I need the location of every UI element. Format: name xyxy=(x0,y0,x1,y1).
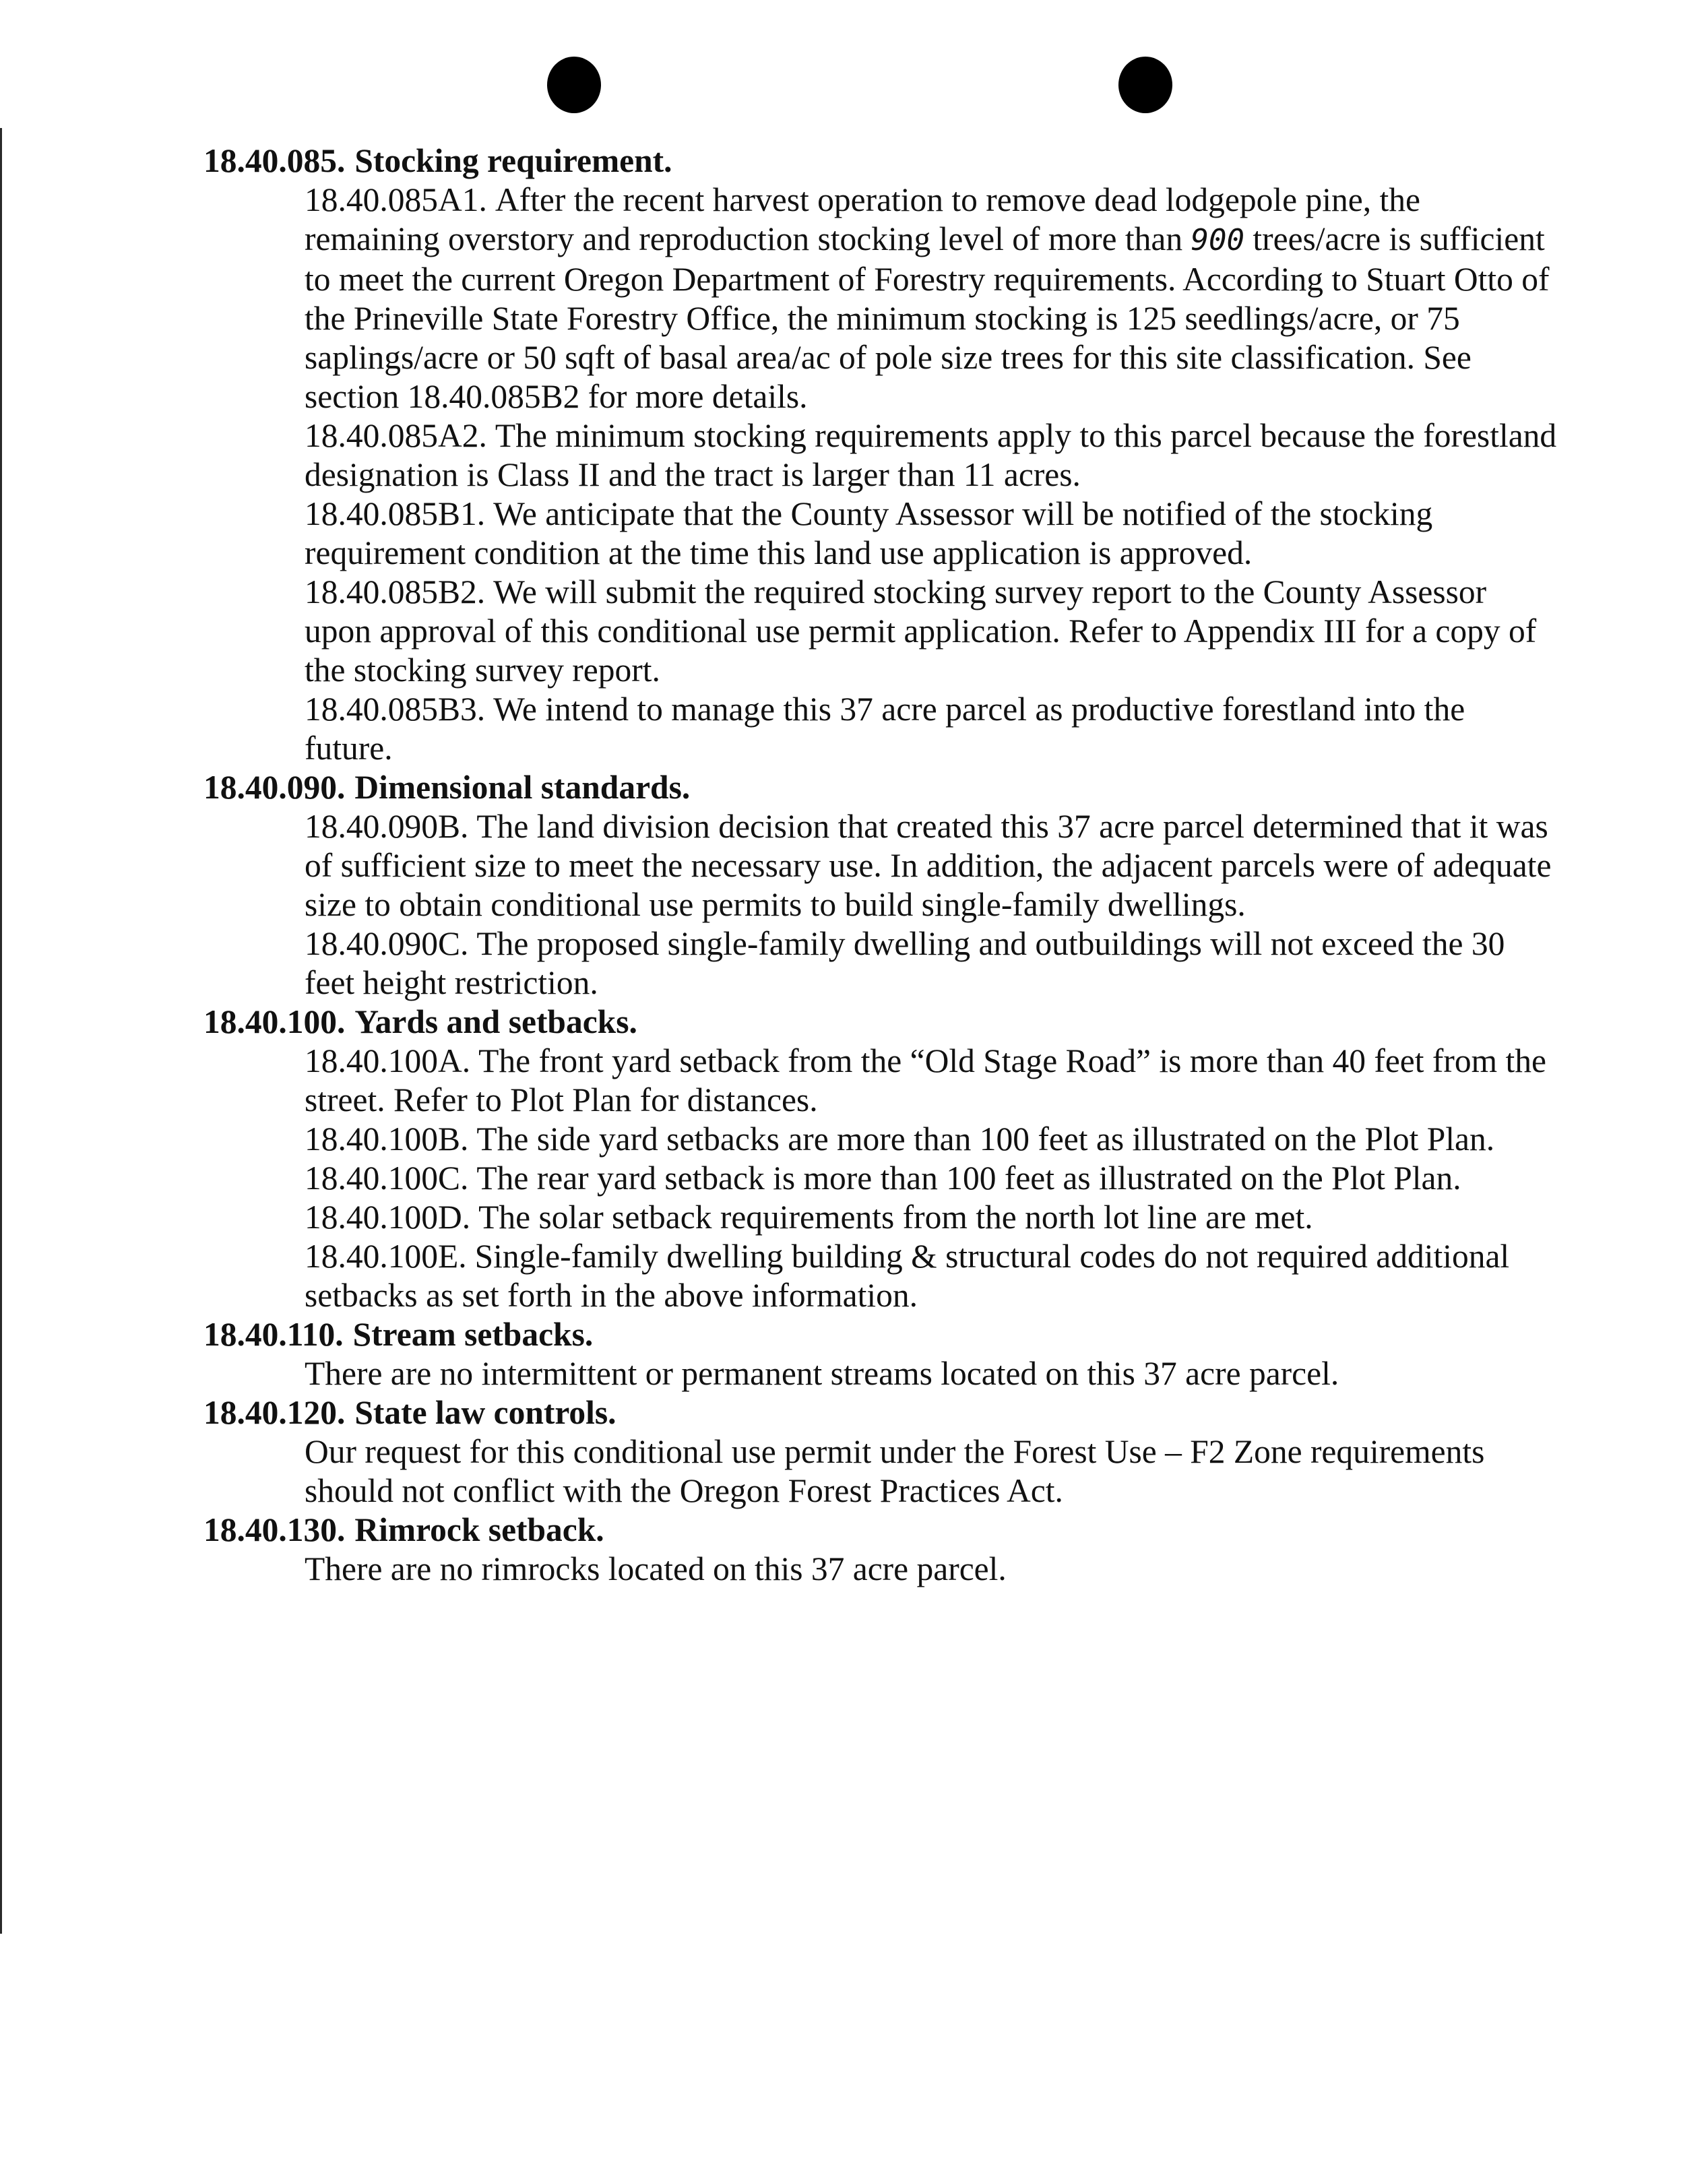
section-title: Stocking requirement. xyxy=(354,142,672,179)
paragraph-090c xyxy=(305,924,1558,1003)
paragraph-text: We intend to manage this 37 acre parcel as productive forestland into the future. xyxy=(305,691,1465,767)
paragraph-085a2 xyxy=(305,416,1558,495)
paragraph-text: There are no intermittent or permanent streams located on this 37 acre parcel. xyxy=(305,1355,1339,1392)
punch-hole-right xyxy=(1118,57,1172,113)
paragraph-code: 18.40.100E. xyxy=(305,1238,467,1275)
paragraph-100e xyxy=(305,1237,1558,1315)
paragraph-code: 18.40.100B. xyxy=(305,1120,469,1158)
paragraph-085b2 xyxy=(305,573,1558,690)
paragraph-text: trees/acre is sufficient to meet the current Oregon Department of Forestry requirements. According to Stuart Otto of the Prineville State Forestry Office, the minimum stocking is 125 seedlings/acre, or 75 saplings/acre or 50 sqft of basal area/ac of pole size trees for this site classification. See section 18.40.085B2 for more details. xyxy=(305,220,1550,415)
section-number: 18.40.100. xyxy=(203,1003,346,1040)
paragraph-090b xyxy=(305,807,1558,924)
section-heading-rimrock xyxy=(203,1511,1558,1550)
paragraph-110 xyxy=(305,1354,1558,1393)
paragraph-text: The proposed single-family dwelling and outbuildings will not exceed the 30 feet height restriction. xyxy=(305,925,1505,1001)
paragraph-100a xyxy=(305,1042,1558,1120)
paragraph-code: 18.40.085A1. xyxy=(305,181,487,218)
section-number: 18.40.110. xyxy=(203,1316,344,1353)
section-heading-state-law xyxy=(203,1393,1558,1432)
document-body xyxy=(203,141,1558,1589)
section-number: 18.40.130. xyxy=(203,1511,346,1548)
paragraph-text: Single-family dwelling building & structural codes do not required additional setbacks as set forth in the above information. xyxy=(305,1238,1510,1314)
section-title: Yards and setbacks. xyxy=(354,1003,637,1040)
paragraph-code: 18.40.085B1. xyxy=(305,495,486,532)
paragraph-text: There are no rimrocks located on this 37 acre parcel. xyxy=(305,1550,1007,1587)
paragraph-text: The rear yard setback is more than 100 feet as illustrated on the Plot Plan. xyxy=(476,1160,1461,1197)
paragraph-code: 18.40.090C. xyxy=(305,925,469,962)
section-title: Rimrock setback. xyxy=(354,1511,604,1548)
handwritten-stocking-value: 900 xyxy=(1191,223,1244,257)
section-number: 18.40.090. xyxy=(203,769,346,806)
scan-edge-line xyxy=(0,128,2,1934)
paragraph-120 xyxy=(305,1432,1558,1511)
paragraph-text: The side yard setbacks are more than 100 feet as illustrated on the Plot Plan. xyxy=(476,1120,1495,1158)
paragraph-code: 18.40.100C. xyxy=(305,1160,469,1197)
punch-hole-left xyxy=(547,57,601,113)
section-title: State law controls. xyxy=(354,1394,616,1431)
section-heading-stream xyxy=(203,1315,1558,1354)
section-title: Stream setbacks. xyxy=(352,1316,594,1353)
section-heading-dimensional xyxy=(203,768,1558,807)
paragraph-text: The front yard setback from the “Old Stage Road” is more than 40 feet from the street. Refer to Plot Plan for distances. xyxy=(305,1042,1546,1118)
paragraph-085b1 xyxy=(305,495,1558,573)
paragraph-text: The minimum stocking requirements apply to this parcel because the forestland designation is Class II and the tract is larger than 11 acres. xyxy=(305,417,1557,493)
paragraph-text: We anticipate that the County Assessor will be notified of the stocking requirement condition at the time this land use application is approved. xyxy=(305,495,1433,571)
paragraph-085a1 xyxy=(305,181,1558,416)
section-number: 18.40.120. xyxy=(203,1394,346,1431)
paragraph-text: Our request for this conditional use permit under the Forest Use – F2 Zone requirements should not conflict with the Oregon Forest Practices Act. xyxy=(305,1433,1485,1509)
paragraph-100d xyxy=(305,1198,1558,1237)
paragraph-100b xyxy=(305,1120,1558,1159)
paragraph-text: After the recent harvest operation to remove dead lodgepole pine, the remaining overstory and reproduction stocking level of more than xyxy=(305,181,1420,257)
paragraph-code: 18.40.085B3. xyxy=(305,691,486,728)
section-heading-stocking xyxy=(203,141,1558,181)
paragraph-code: 18.40.085B2. xyxy=(305,573,486,610)
paragraph-text: The solar setback requirements from the north lot line are met. xyxy=(478,1199,1313,1236)
section-heading-yards xyxy=(203,1003,1558,1042)
paragraph-code: 18.40.090B. xyxy=(305,808,469,845)
paragraph-text: The land division decision that created this 37 acre parcel determined that it was of sufficient size to meet the necessary use. In addition, the adjacent parcels were of adequate size to obtain conditional use permits to build single-family dwellings. xyxy=(305,808,1552,923)
paragraph-code: 18.40.085A2. xyxy=(305,417,487,454)
section-title: Dimensional standards. xyxy=(354,769,691,806)
paragraph-130 xyxy=(305,1550,1558,1589)
paragraph-text: We will submit the required stocking survey report to the County Assessor upon approval of this conditional use permit application. Refer to Appendix III for a copy of the stocking survey report. xyxy=(305,573,1537,689)
section-number: 18.40.085. xyxy=(203,142,346,179)
paragraph-085b3 xyxy=(305,690,1558,768)
paragraph-100c xyxy=(305,1159,1558,1198)
paragraph-code: 18.40.100D. xyxy=(305,1199,471,1236)
paragraph-code: 18.40.100A. xyxy=(305,1042,471,1079)
